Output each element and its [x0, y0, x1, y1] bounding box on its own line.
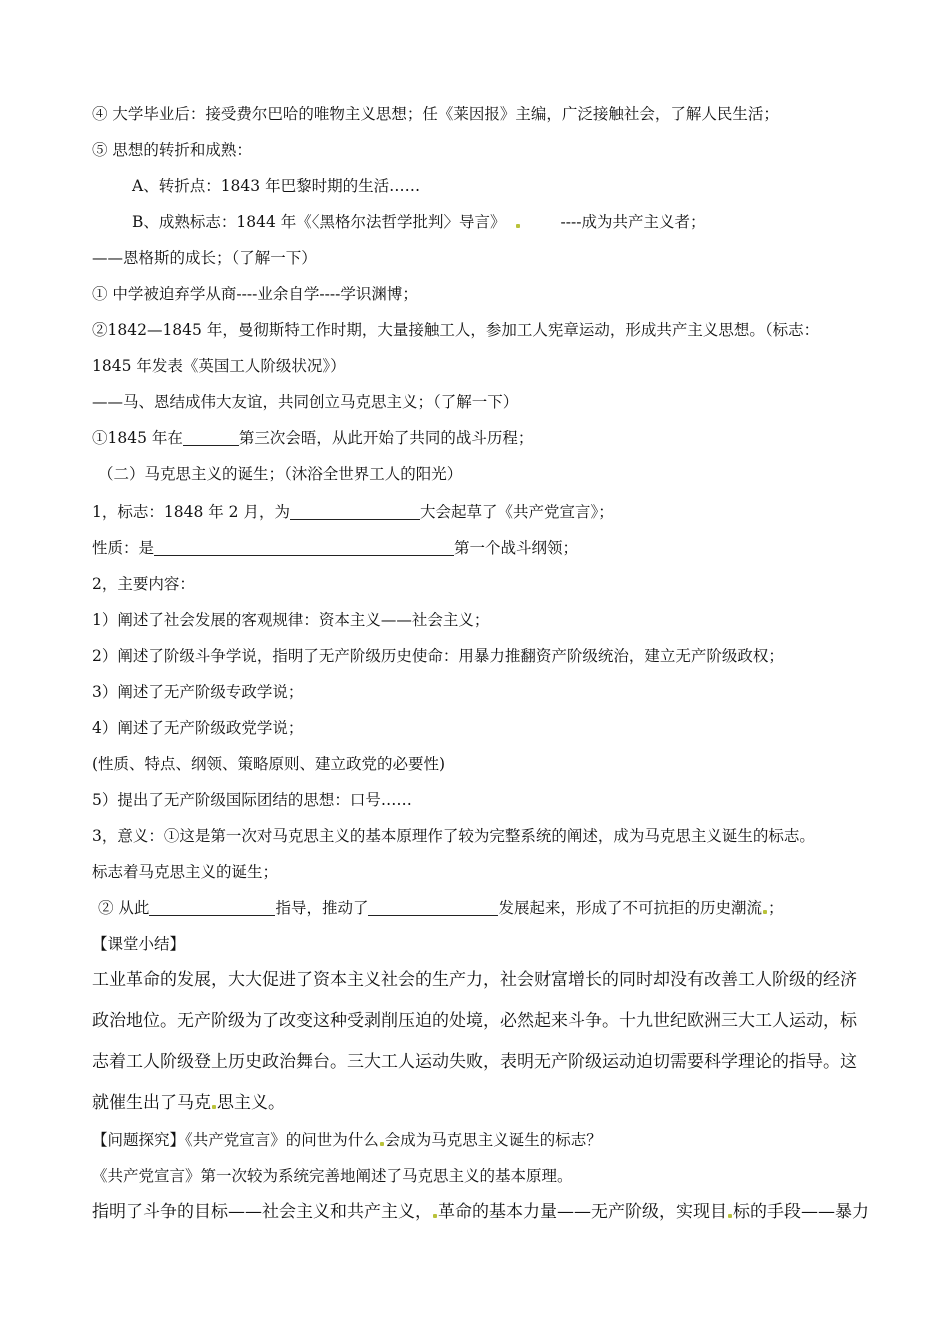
text-line: 3，意义：①这是第一次对马克思主义的基本原理作了较为完整系统的阐述，成为马克思主义诞生的标志。: [92, 827, 815, 845]
fill-blank: [149, 899, 275, 916]
text-line: [92, 502, 614, 522]
text-fragment: ①1845 年在: [92, 429, 183, 447]
text-line: ④ 大学毕业后：接受费尔巴哈的唯物主义思想；任《莱因报》主编，广泛接触社会，了解人民生活；: [92, 105, 779, 123]
text-fragment: 革命的基本力量——无产阶级，实现目: [438, 1202, 727, 1222]
text-fragment: 思主义。: [217, 1093, 285, 1113]
text-fragment: ----成为共产主义者；: [560, 213, 706, 231]
text-line: ——马、恩结成伟大友谊，共同创立马克思主义；（了解一下）: [92, 393, 519, 411]
text-fragment: ；: [767, 899, 784, 917]
text-fragment: 标的手段——暴力: [733, 1202, 869, 1222]
text-line: A、转折点：1843 年巴黎时期的生活……: [132, 177, 421, 195]
text-fragment: 第一个战斗纲领；: [454, 539, 579, 557]
text-line: ⑤ 思想的转折和成熟：: [92, 141, 252, 159]
text-fragment: 指导，推动了: [275, 899, 369, 917]
marker-dot: [433, 1214, 437, 1218]
text-fragment: 指明了斗争的目标——社会主义和共产主义，: [92, 1202, 432, 1222]
marker-dot: [728, 1214, 732, 1218]
text-line: [92, 1093, 285, 1113]
text-line: (性质、特点、纲领、策略原则、建立政党的必要性): [92, 755, 446, 773]
section-heading: [92, 1130, 602, 1150]
text-fragment: 会成为马克思主义诞生的标志？: [384, 1131, 602, 1149]
marker-dot: [516, 224, 520, 228]
text-fragment: 发展起来，形成了不可抗拒的历史潮流: [498, 899, 762, 917]
text-line: 工业革命的发展，大大促进了资本主义社会的生产力，社会财富增长的同时却没有改善工人阶级的经济: [92, 970, 857, 990]
fill-blank: [183, 429, 239, 446]
text-line: [132, 212, 705, 232]
text-line: 4）阐述了无产阶级政党学说；: [92, 719, 304, 737]
fill-blank: [368, 899, 498, 916]
text-line: 2）阐述了阶级斗争学说，指明了无产阶级历史使命：用暴力推翻资产阶级统治，建立无产阶级政权；: [92, 647, 784, 665]
section-heading: 【课堂小结】: [92, 935, 186, 953]
text-line: 1845 年发表《英国工人阶级状况》）: [92, 357, 346, 375]
text-fragment: 就催生出了马克: [92, 1093, 211, 1113]
text-line: [98, 898, 783, 918]
text-line: 政治地位。无产阶级为了改变这种受剥削压迫的处境，必然起来斗争。十九世纪欧洲三大工人运动，标: [92, 1011, 857, 1031]
text-fragment: 性质：是: [92, 539, 155, 557]
text-line: ——恩格斯的成长；（了解一下）: [92, 249, 317, 267]
marker-dot: [212, 1105, 216, 1109]
text-line: [92, 428, 533, 448]
fill-blank: [290, 503, 420, 520]
text-fragment: 第三次会晤，从此开始了共同的战斗历程；: [238, 429, 534, 447]
text-line: 标志着马克思主义的诞生；: [92, 863, 279, 881]
marker-dot: [763, 910, 767, 914]
text-line: 《共产党宣言》第一次较为系统完善地阐述了马克思主义的基本原理。: [92, 1167, 573, 1185]
text-line: （二）马克思主义的诞生；（沐浴全世界工人的阳光）: [98, 465, 463, 483]
text-line: ②1842—1845 年，曼彻斯特工作时期，大量接触工人，参加工人宪章运动，形成共产主义思想。（标志：: [92, 321, 820, 339]
text-fragment: 1，标志：1848 年 2 月，为: [92, 503, 290, 521]
text-fragment: B、成熟标志：1844 年《〈黑格尔法哲学批判〉导言》: [132, 213, 506, 231]
text-line: 志着工人阶级登上历史政治舞台。三大工人运动失败，表明无产阶级运动迫切需要科学理论的指导。这: [92, 1052, 857, 1072]
text-line: 2，主要内容：: [92, 575, 195, 593]
text-line: ① 中学被迫弃学从商----业余自学----学识渊博；: [92, 285, 418, 303]
text-line: 5）提出了无产阶级国际团结的思想：口号……: [92, 791, 412, 809]
text-line: [92, 538, 578, 558]
fill-blank: [154, 539, 454, 556]
text-fragment: 【问题探究】《共产党宣言》的问世为什么: [92, 1131, 379, 1149]
text-line: 1）阐述了社会发展的客观规律：资本主义——社会主义；: [92, 611, 490, 629]
text-line: 3）阐述了无产阶级专政学说；: [92, 683, 304, 701]
text-fragment: ② 从此: [98, 899, 150, 917]
text-line: [92, 1202, 869, 1222]
marker-dot: [380, 1142, 384, 1146]
text-fragment: 大会起草了《共产党宣言》；: [419, 503, 614, 521]
